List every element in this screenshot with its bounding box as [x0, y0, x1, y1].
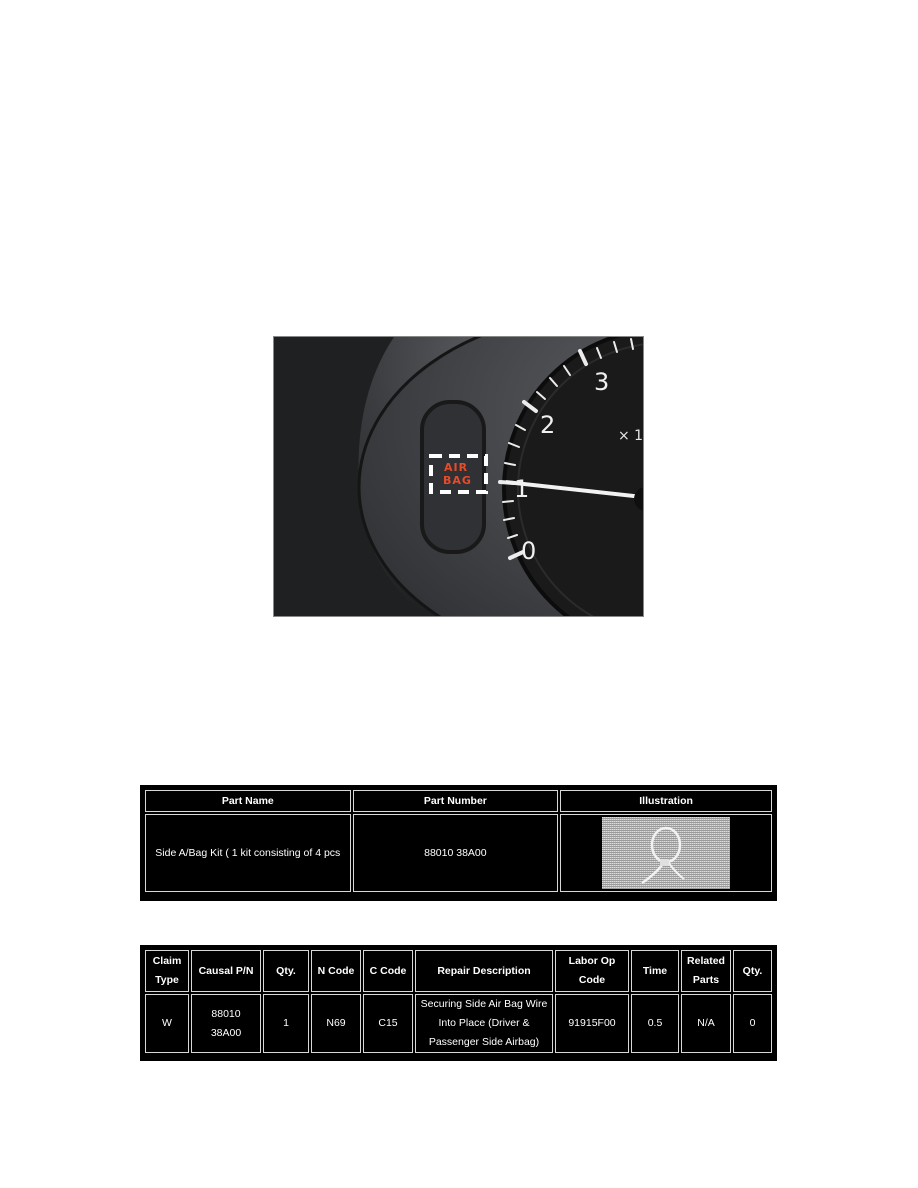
cell-part-number: 88010 38A00: [353, 814, 559, 892]
cell-part-name: Side A/Bag Kit ( 1 kit consisting of 4 pcs: [145, 814, 351, 892]
cell-repair-description: Securing Side Air Bag Wire Into Place (Driver & Passenger Side Airbag): [415, 994, 553, 1053]
gauge-unit-label: × 1: [618, 428, 643, 444]
cell-labor-op-code: 91915F00: [555, 994, 629, 1053]
parts-header-row: [145, 790, 772, 812]
cell-qty: 1: [263, 994, 309, 1053]
claim-table: [143, 948, 774, 1055]
wire-tie-illustration: [602, 817, 730, 889]
cell-time: 0.5: [631, 994, 679, 1053]
cluster-illustration: [274, 337, 643, 616]
claim-table-container: [140, 945, 777, 1061]
header-causal-pn: Causal P/N: [191, 950, 261, 992]
cell-n-code: N69: [311, 994, 361, 1053]
cell-qty-2: 0: [733, 994, 772, 1053]
parts-table: [143, 788, 774, 894]
header-qty-2: Qty.: [733, 950, 772, 992]
gauge-number-1: 1: [514, 475, 530, 503]
airbag-indicator-line2: BAG: [443, 474, 472, 487]
header-claim-type: Claim Type: [145, 950, 189, 992]
header-illustration: Illustration: [560, 790, 772, 812]
cell-related-parts: N/A: [681, 994, 731, 1053]
table-row: [145, 814, 772, 892]
cable-tie-icon: [602, 817, 730, 889]
instrument-cluster-photo: [273, 336, 644, 617]
header-related-parts: Related Parts: [681, 950, 731, 992]
gauge-number-3: 3: [594, 368, 610, 396]
claim-header-row: [145, 950, 772, 992]
table-row: [145, 994, 772, 1053]
header-qty: Qty.: [263, 950, 309, 992]
cell-claim-type: W: [145, 994, 189, 1053]
parts-table-container: [140, 785, 777, 901]
cell-illustration: [560, 814, 772, 892]
header-time: Time: [631, 950, 679, 992]
header-c-code: C Code: [363, 950, 413, 992]
cell-causal-pn: 88010 38A00: [191, 994, 261, 1053]
cell-c-code: C15: [363, 994, 413, 1053]
gauge-number-0: 0: [521, 537, 537, 565]
header-n-code: N Code: [311, 950, 361, 992]
header-part-name: Part Name: [145, 790, 351, 812]
header-part-number: Part Number: [353, 790, 559, 812]
gauge-number-2: 2: [540, 411, 556, 439]
header-repair-description: Repair Description: [415, 950, 553, 992]
airbag-indicator-line1: AIR: [444, 461, 469, 474]
header-labor-op-code: Labor Op Code: [555, 950, 629, 992]
